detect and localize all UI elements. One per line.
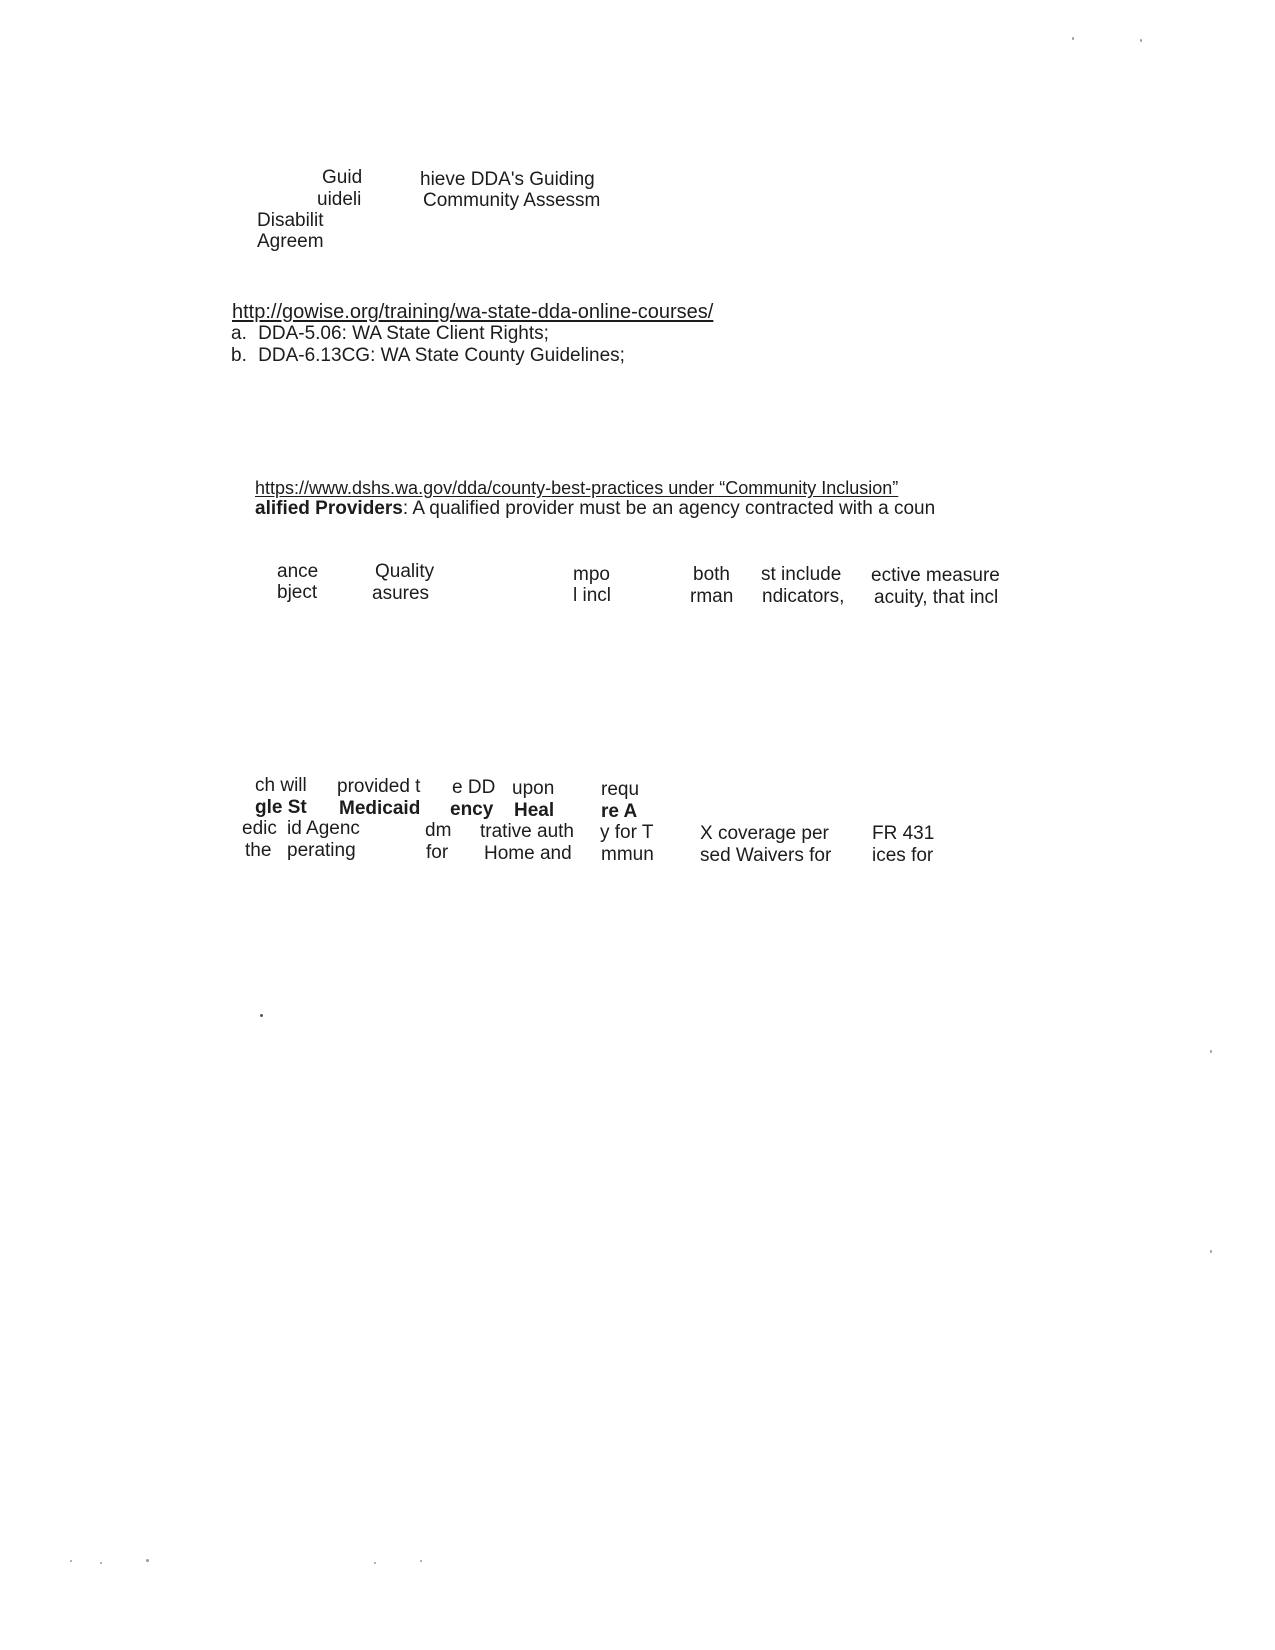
scan-speck xyxy=(100,1562,102,1564)
measures-fragment: ance xyxy=(277,561,319,582)
medicaid-fragment: sed Waivers for xyxy=(700,845,832,866)
fragment-agreem: Agreem xyxy=(257,231,324,252)
medicaid-fragment: re A xyxy=(601,801,638,822)
fragment-disabilit: Disabilit xyxy=(257,210,324,231)
scan-speck xyxy=(260,1014,263,1017)
measures-fragment: bject xyxy=(277,582,318,603)
measures-fragment: ndicators, xyxy=(762,586,845,607)
medicaid-fragment: gle St xyxy=(255,797,307,818)
measures-fragment: rman xyxy=(690,586,734,607)
medicaid-fragment: the xyxy=(245,840,272,861)
measures-fragment: mpo xyxy=(573,564,610,585)
gowise-link[interactable]: http://gowise.org/training/wa-state-dda-online-courses/ xyxy=(232,301,714,323)
fragment-community-assessm: Community Assessm xyxy=(423,190,601,211)
medicaid-fragment: X coverage per xyxy=(700,823,829,844)
medicaid-fragment: Home and xyxy=(484,843,572,864)
providers-label: alified Providers xyxy=(255,498,403,519)
scan-speck xyxy=(374,1562,376,1564)
list-item-text: DDA-5.06: WA State Client Rights; xyxy=(258,323,549,344)
list-marker: a. xyxy=(231,323,247,344)
medicaid-fragment: trative auth xyxy=(480,821,574,842)
fragment-uideli: uideli xyxy=(317,189,362,210)
scan-speck xyxy=(146,1559,149,1562)
scan-speck xyxy=(1210,1050,1212,1053)
medicaid-fragment: y for T xyxy=(600,822,654,843)
scan-speck xyxy=(1210,1250,1212,1253)
fragment-guid: Guid xyxy=(322,167,363,188)
medicaid-fragment: edic xyxy=(242,818,277,839)
measures-fragment: st include xyxy=(761,564,842,585)
scan-speck xyxy=(1140,39,1142,42)
medicaid-fragment: mmun xyxy=(601,844,654,865)
measures-fragment: acuity, that incl xyxy=(874,587,999,608)
medicaid-fragment: upon xyxy=(512,778,555,799)
list-item xyxy=(231,345,625,367)
medicaid-fragment: for xyxy=(426,842,449,863)
medicaid-fragment: dm xyxy=(425,820,452,841)
medicaid-fragment: perating xyxy=(287,840,356,861)
scan-speck xyxy=(420,1560,422,1562)
medicaid-fragment: ch will xyxy=(255,775,307,796)
medicaid-fragment: Medicaid xyxy=(339,798,421,819)
medicaid-fragment: provided t xyxy=(337,776,421,797)
medicaid-fragment: id Agenc xyxy=(287,818,360,839)
scan-speck xyxy=(70,1560,72,1562)
measures-fragment: l incl xyxy=(573,585,612,606)
measures-fragment: both xyxy=(693,564,730,585)
medicaid-fragment: e DD xyxy=(452,777,496,798)
medicaid-fragment: ices for xyxy=(872,845,934,866)
medicaid-fragment: Heal xyxy=(514,800,555,821)
list-item xyxy=(231,323,549,345)
scan-speck xyxy=(1072,37,1074,40)
measures-fragment: ective measure xyxy=(871,565,1000,586)
measures-fragment: Quality xyxy=(375,561,435,582)
dshs-link[interactable]: https://www.dshs.wa.gov/dda/county-best-practices under “Community Inclusion” xyxy=(255,478,899,498)
list-item-text: DDA-6.13CG: WA State County Guidelines; xyxy=(258,345,625,366)
medicaid-fragment: ency xyxy=(450,799,494,820)
measures-fragment: asures xyxy=(372,583,430,604)
list-marker: b. xyxy=(231,345,247,366)
providers-line xyxy=(255,498,935,520)
providers-text: : A qualified provider must be an agency contracted with a coun xyxy=(402,498,936,519)
medicaid-fragment: requ xyxy=(601,779,640,800)
medicaid-fragment: FR 431 xyxy=(872,823,935,844)
fragment-guiding: hieve DDA's Guiding xyxy=(420,169,595,190)
